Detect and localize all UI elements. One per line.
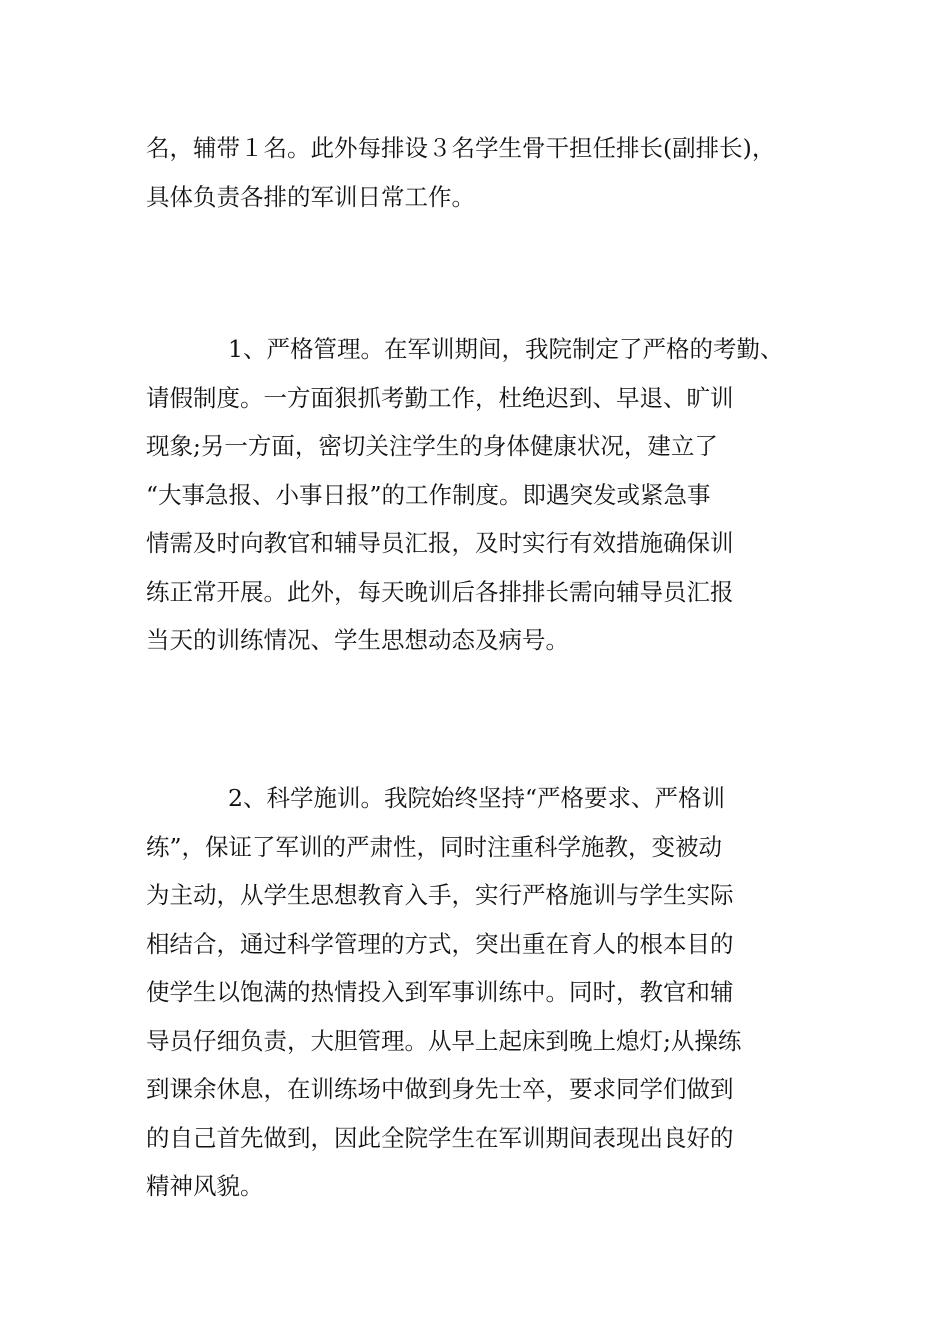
text-line: 名，辅带１名。此外每排设３名学生骨干担任排长(副排长)， bbox=[146, 134, 776, 162]
text-line: 使学生以饱满的热情投入到军事训练中。同时，教官和辅 bbox=[146, 978, 734, 1006]
text-line: 练”，保证了军训的严肃性，同时注重科学施教，变被动 bbox=[146, 832, 723, 861]
text-line: “大事急报、小事日报”的工作制度。即遇突发或紧急事 bbox=[146, 480, 711, 509]
text-line: 导员仔细负责，大胆管理。从早上起床到晚上熄灯;从操练 bbox=[146, 1026, 742, 1055]
text-line: 2、科学施训。我院始终坚持“严格要求、严格训 bbox=[228, 784, 725, 812]
text-line: 请假制度。一方面狠抓考勤工作，杜绝迟到、早退、旷训 bbox=[146, 383, 734, 412]
text-line: 的自己首先做到，因此全院学生在军训期间表现出良好的 bbox=[146, 1123, 734, 1152]
text-line: 现象;另一方面，密切关注学生的身体健康状况，建立了 bbox=[146, 432, 718, 460]
text-line: 练正常开展。此外，每天晚训后各排排长需向辅导员汇报 bbox=[146, 577, 734, 606]
text-line: 为主动，从学生思想教育入手，实行严格施训与学生实际 bbox=[146, 881, 734, 909]
text-line: 情需及时向教官和辅导员汇报，及时实行有效措施确保训 bbox=[146, 529, 734, 557]
text-line: 精神风貌。 bbox=[146, 1172, 264, 1200]
text-line: 具体负责各排的军训日常工作。 bbox=[146, 182, 475, 211]
paragraph-strict-management bbox=[146, 325, 846, 665]
text-line: 当天的训练情况、学生思想动态及病号。 bbox=[146, 626, 569, 654]
paragraph-continuation bbox=[146, 124, 846, 221]
text-line: 1、严格管理。在军训期间，我院制定了严格的考勤、 bbox=[228, 335, 784, 363]
text-line: 到课余休息，在训练场中做到身先士卒，要求同学们做到 bbox=[146, 1075, 734, 1103]
text-line: 相结合，通过科学管理的方式，突出重在育人的根本目的 bbox=[146, 929, 734, 958]
paragraph-scientific-training bbox=[146, 774, 846, 1211]
